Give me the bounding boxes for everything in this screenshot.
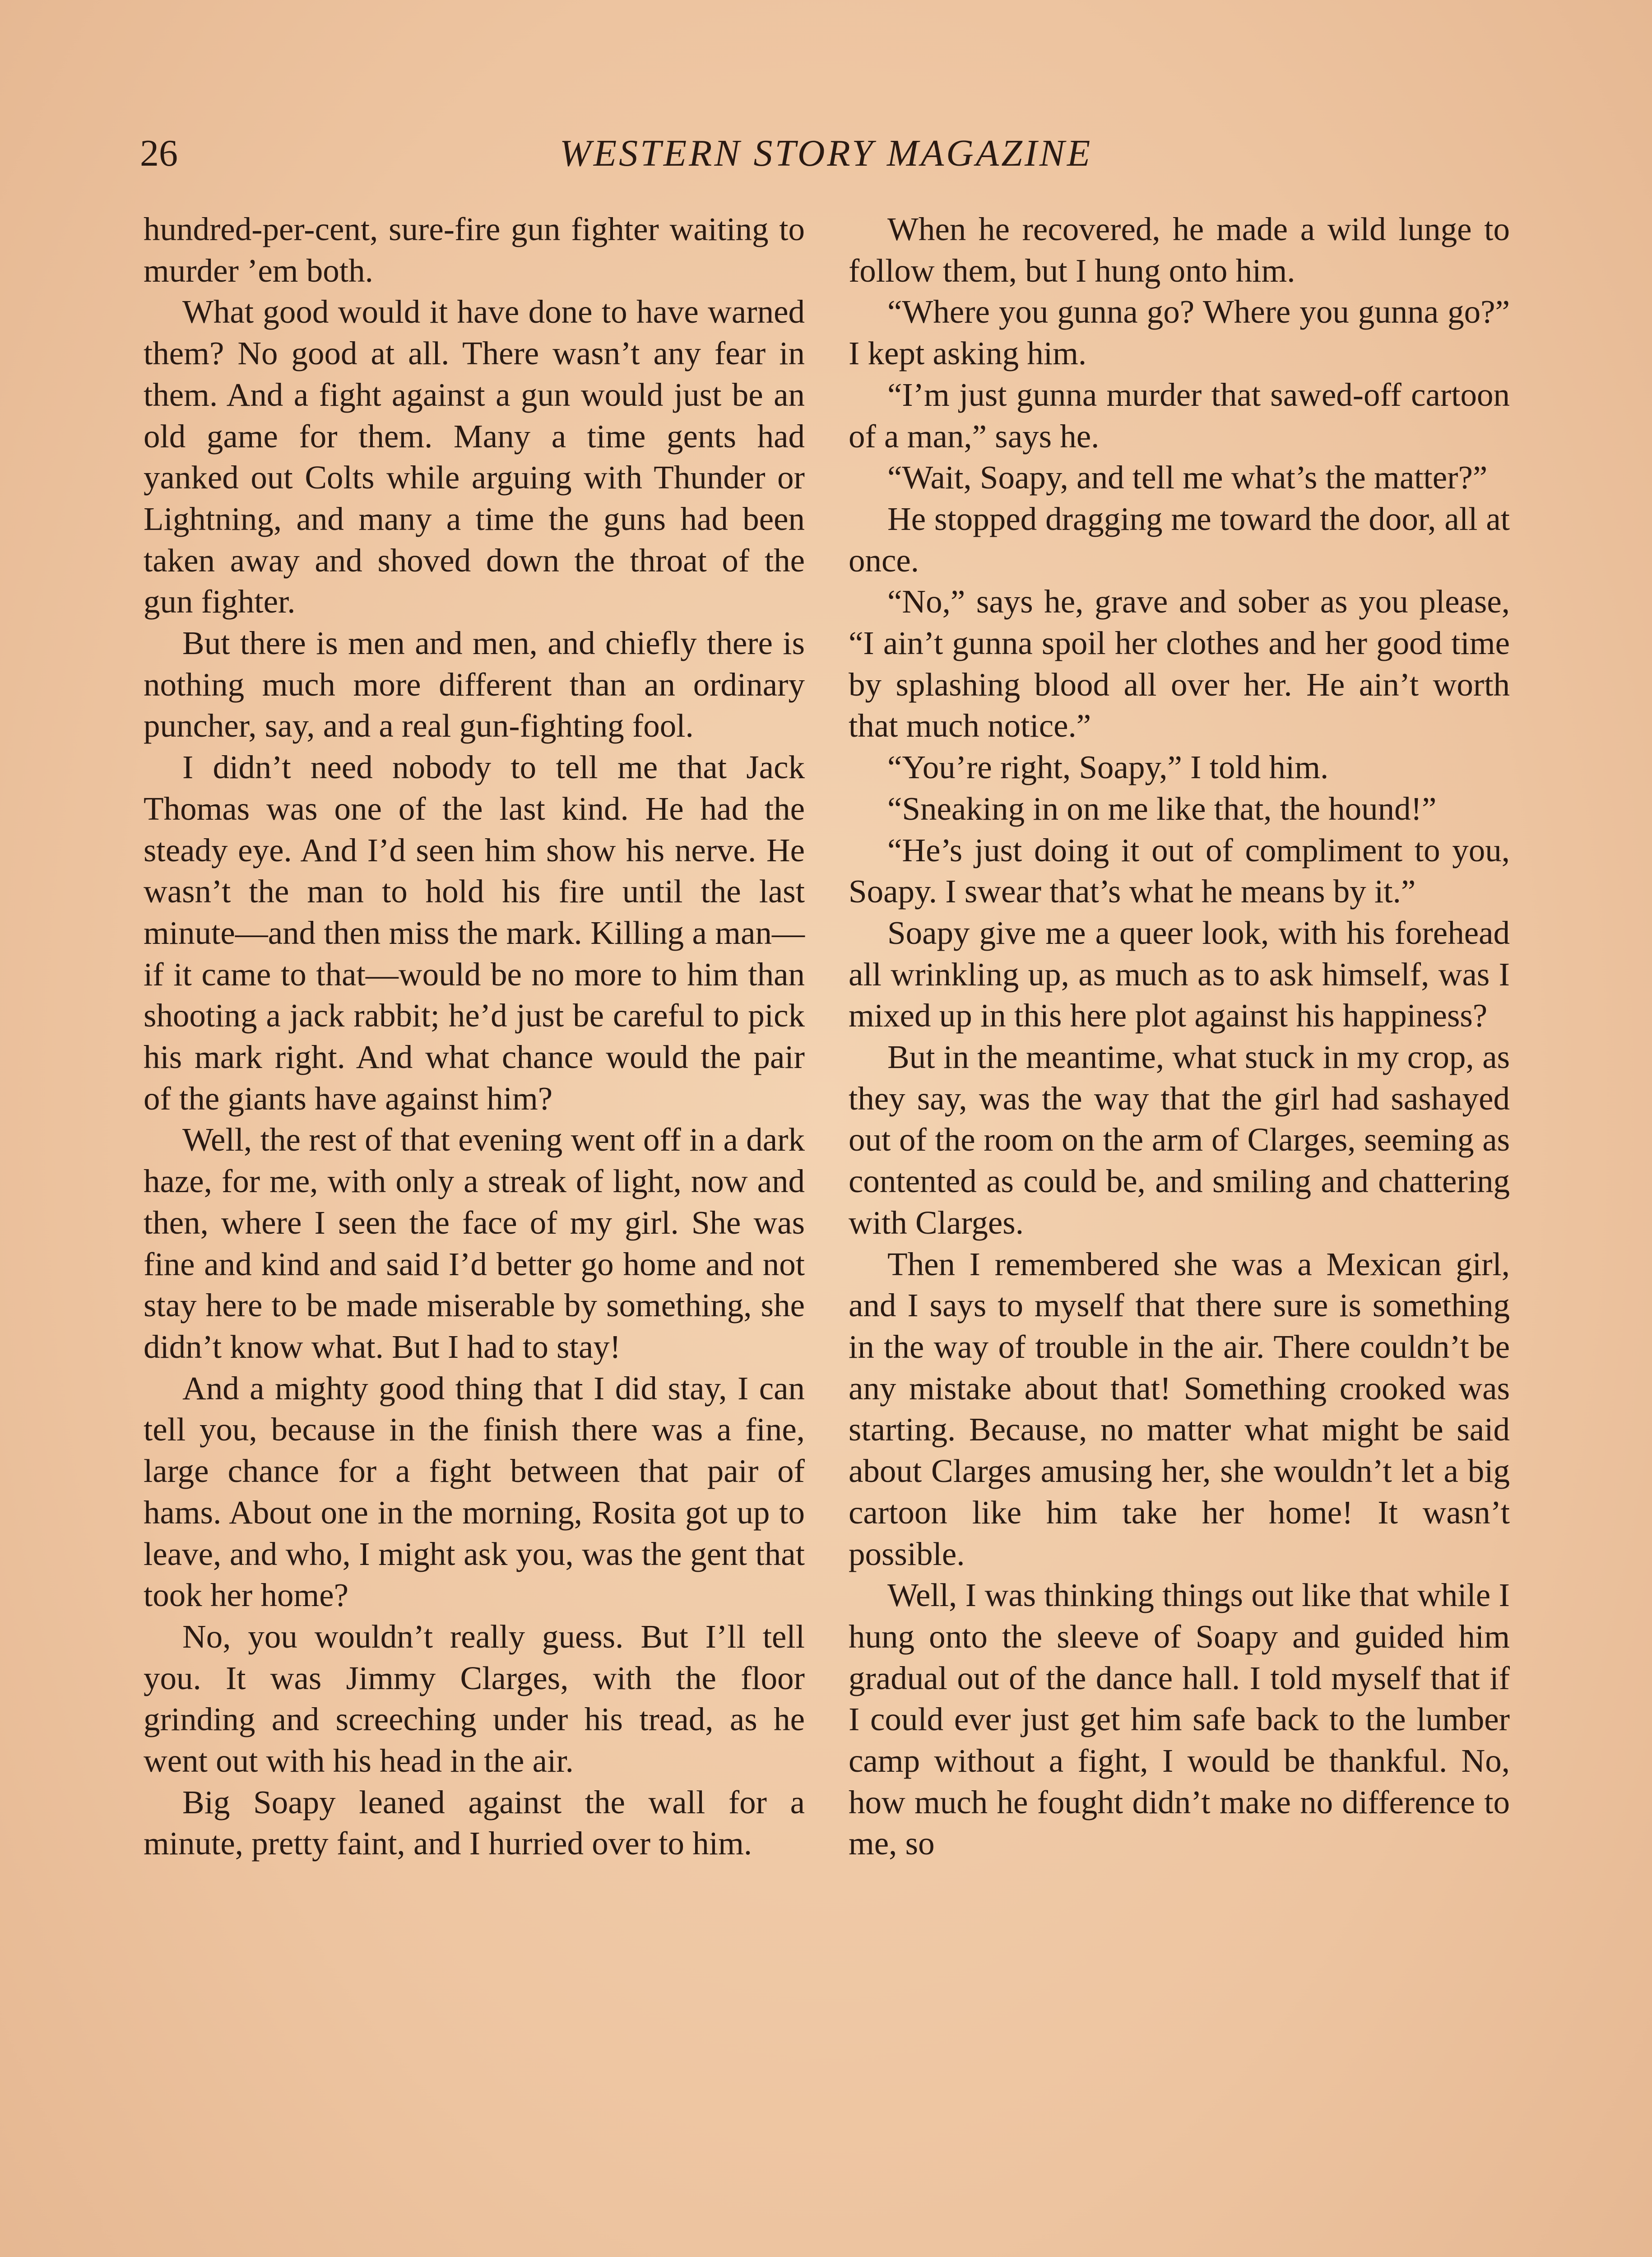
paragraph: Big Soapy leaned against the wall for a minute, pretty faint, and I hurried over to him. bbox=[144, 1783, 805, 1862]
paragraph: But in the meantime, what stuck in my crop, as they say, was the way that the girl had sashayed out of the room on the arm of Clarges, seeming as contented as could be, and smiling and chattering with Clarges. bbox=[849, 1039, 1510, 1241]
left-column bbox=[144, 209, 805, 1864]
paragraph: “Where you gunna go? Where you gunna go?” I kept asking him. bbox=[849, 293, 1510, 372]
paragraph: He stopped dragging me toward the door, all at once. bbox=[849, 500, 1510, 579]
paragraph: What good would it have done to have warned them? No good at all. There wasn’t any fear in them. And a fight against a gun would just be an old game for them. Many a time gents had yanked out Colts while arguing with Thunder or Lightning, and many a time the guns had been taken away and shoved down the throat of the gun fighter. bbox=[144, 293, 805, 620]
paragraph: Well, I was thinking things out like that while I hung onto the sleeve of Soapy and guided him gradual out of the dance hall. I told myself that if I could ever just get him safe back to the lumber camp without a fight, I would be thankful. No, how much he fought didn’t make no difference to me, so bbox=[849, 1577, 1510, 1862]
paragraph: And a mighty good thing that I did stay, I can tell you, because in the finish there was a fine, large chance for a fight between that pair of hams. About one in the morning, Rosita got up to leave, and who, I might ask you, was the gent that took her home? bbox=[144, 1370, 805, 1614]
paragraph: Soapy give me a queer look, with his forehead all wrinkling up, as much as to ask himself, was I mixed up in this here plot against his happiness? bbox=[849, 914, 1510, 1034]
magazine-title: WESTERN STORY MAGAZINE bbox=[559, 132, 1093, 174]
paragraph: Then I remembered she was a Mexican girl, and I says to myself that there sure is something in the way of trouble in the air. There couldn’t be any mistake about that! Something crooked was starting. Because, no matter what might be said about Clarges amusing her, she wouldn’t let a big cartoon like him take her home! It wasn’t possible. bbox=[849, 1245, 1510, 1572]
paragraph: “He’s just doing it out of compliment to you, Soapy. I swear that’s what he means by it.” bbox=[849, 831, 1510, 910]
page-number: 26 bbox=[140, 132, 178, 174]
paragraph: But there is men and men, and chiefly there is nothing much more different than an ordinary puncher, say, and a real gun-fighting fool. bbox=[144, 625, 805, 744]
right-column bbox=[849, 209, 1510, 1864]
paragraph: hundred-per-cent, sure-fire gun fighter waiting to murder ’em both. bbox=[144, 211, 805, 289]
page-header bbox=[140, 126, 1512, 181]
paragraph: “Sneaking in on me like that, the hound!” bbox=[887, 790, 1437, 827]
paragraph: Well, the rest of that evening went off in a dark haze, for me, with only a streak of light, now and then, where I seen the face of my girl. She was fine and kind and said I’d better go home and not stay here to be made miserable by something, she didn’t know what. But I had to stay! bbox=[144, 1121, 805, 1365]
paragraph: I didn’t need nobody to tell me that Jack Thomas was one of the last kind. He had the steady eye. And I’d seen him show his nerve. He wasn’t the man to hold his fire until the last minute—and then miss the mark. Killing a man—if it came to that—would be no more to him than shooting a jack rabbit; he’d just be careful to pick his mark right. And what chance would the pair of the giants have against him? bbox=[144, 749, 805, 1117]
paragraph: “Wait, Soapy, and tell me what’s the matter?” bbox=[887, 459, 1488, 496]
paragraph: When he recovered, he made a wild lunge to follow them, but I hung onto him. bbox=[849, 211, 1510, 289]
paragraph: “I’m just gunna murder that sawed-off cartoon of a man,” says he. bbox=[849, 376, 1510, 455]
paragraph: No, you wouldn’t really guess. But I’ll tell you. It was Jimmy Clarges, with the floor grinding and screeching under his tread, as he went out with his head in the air. bbox=[144, 1618, 805, 1779]
paragraph: “No,” says he, grave and sober as you please, “I ain’t gunna spoil her clothes and her good time by splashing blood all over her. He ain’t worth that much notice.” bbox=[849, 583, 1510, 744]
paragraph: “You’re right, Soapy,” I told him. bbox=[887, 749, 1329, 786]
